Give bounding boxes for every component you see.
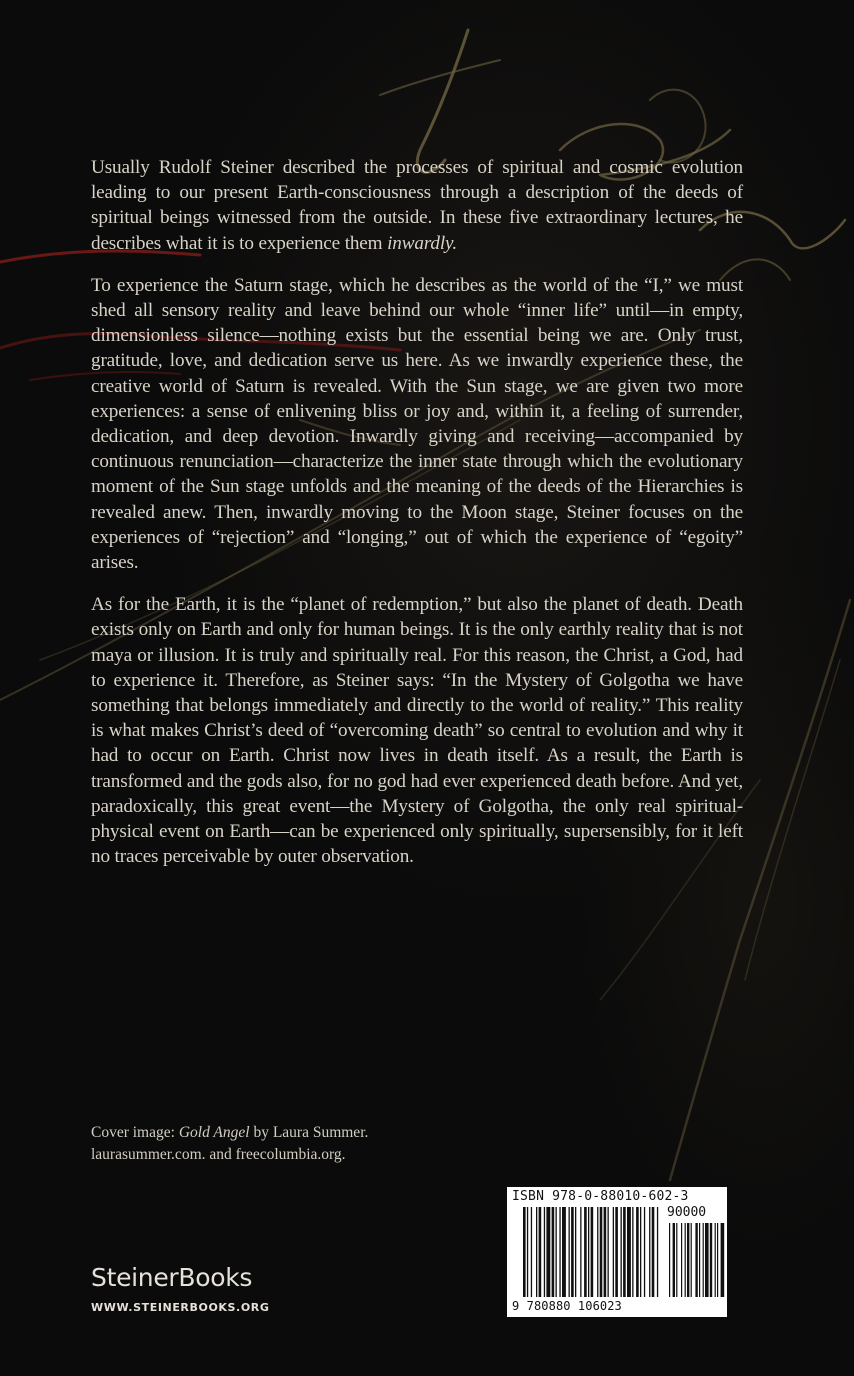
back-cover-blurb (91, 155, 743, 886)
barcode-bar (523, 1207, 526, 1297)
barcode-bar (604, 1207, 607, 1297)
barcode-bar (640, 1207, 641, 1297)
barcode-addon-bar (717, 1223, 718, 1297)
barcode-addon-bar (691, 1223, 692, 1297)
barcode-bar (575, 1207, 576, 1297)
barcode-bar (632, 1207, 633, 1297)
price-code: 90000 (667, 1205, 707, 1220)
barcode-addon-bar (687, 1223, 689, 1297)
barcode-bar (600, 1207, 603, 1297)
credit-artwork-title: Gold Angel (178, 1124, 250, 1141)
barcode-bar (588, 1207, 589, 1297)
barcode-addon-bar (703, 1223, 704, 1297)
blurb-paragraph-2: To experience the Saturn stage, which he describes as the world of the “I,” we must shed all sensory reality and leave behind our whole “inner life” until—in empty, dimensionless silence—nothing exists but the essential being we are. Only trust, gratitude, love, and dedication serve us here. As we inwardly experience these, the creative world of Saturn is revealed. With the Sun stage, we are given two more experiences: a sense of enlivening bliss or joy and, within it, a feeling of surrender, dedication, and deep devotion. Inwardly giving and receiving—accompanied by continuous renunciation—characterize the inner state through which the evolutionary moment of the Sun stage unfolds and the meaning of the deeds of the Hierarchies is revealed anew. Then, inwardly moving to the Moon stage, Steiner focuses on the experiences of “rejection” and “longing,” out of which the experience of “egoity” arises. (91, 274, 743, 574)
barcode-bar (546, 1207, 550, 1297)
blurb-emphasis-inwardly: inwardly. (387, 232, 458, 254)
barcode-bar (644, 1207, 645, 1297)
barcode-bar (649, 1207, 650, 1297)
ean-digits: 9 780880 106023 (512, 1299, 622, 1313)
publisher-block (91, 1263, 269, 1314)
cover-image-credit (91, 1122, 491, 1166)
barcode-bar (539, 1207, 542, 1297)
barcode-addon-bar (721, 1223, 725, 1297)
barcode-bar (552, 1207, 555, 1297)
barcode-bar (559, 1207, 560, 1297)
barcode-addon-bar (673, 1223, 675, 1297)
barcode-addon-bar (695, 1223, 697, 1297)
barcode-addon-bar (710, 1223, 712, 1297)
barcode-addon-bar (705, 1223, 709, 1297)
barcode-bar (597, 1207, 598, 1297)
barcode-bar (527, 1207, 528, 1297)
barcode-bar (621, 1207, 622, 1297)
barcode-addon-bar (685, 1223, 686, 1297)
publisher-logo-name: SteinerBooks (91, 1263, 253, 1292)
barcode-addon-bar (676, 1223, 677, 1297)
barcode-bar (623, 1207, 626, 1297)
barcode-bar (536, 1207, 537, 1297)
blurb-paragraph-1-text: Usually Rudolf Steiner described the processes of spiritual and cosmic evolution leading to our present Earth-consciousness through a description of the deeds of spiritual beings witnessed from the outside. In these five extraordinary lectures, he describes what it is to experience them (91, 157, 743, 254)
barcode-bar (562, 1207, 566, 1297)
credit-line-2: laurasummer.com. and freecolumbia.org. (91, 1146, 346, 1163)
barcode-bar (636, 1207, 639, 1297)
barcode-bar (556, 1207, 557, 1297)
barcode-addon-bar (669, 1223, 670, 1297)
barcode-bar (591, 1207, 594, 1297)
barcode-bar (608, 1207, 609, 1297)
credit-prefix: Cover image: (91, 1124, 179, 1141)
barcode-bar (571, 1207, 574, 1297)
barcode-addon-bar (715, 1223, 716, 1297)
barcode-bar (657, 1207, 658, 1297)
barcode-addon-bar (681, 1223, 682, 1297)
barcode-bar (627, 1207, 631, 1297)
barcode-addon-bar (699, 1223, 700, 1297)
barcode-bar (580, 1207, 581, 1297)
barcode-bar (615, 1207, 618, 1297)
barcode-bar (569, 1207, 570, 1297)
barcode-bar (652, 1207, 655, 1297)
barcode-bar (531, 1207, 532, 1297)
credit-suffix: by Laura Summer. (249, 1124, 369, 1141)
barcode-bar (544, 1207, 545, 1297)
isbn-barcode (507, 1187, 727, 1317)
blurb-paragraph-1 (91, 155, 743, 256)
barcode-bar (584, 1207, 587, 1297)
credit-line-1 (91, 1122, 491, 1144)
barcode-bar (613, 1207, 614, 1297)
blurb-paragraph-3: As for the Earth, it is the “planet of redemption,” but also the planet of death. Death exists only on Earth and only for human beings. It is the only earthly reality that is not maya or illusion. It is truly and spiritually real. For this reason, the Christ, a God, had to experience it. Therefore, as Steiner says: “In the Mystery of Golgotha we have something that belongs immediately and directly to the world of reality.” This reality is what makes Christ’s deed of “overcoming death” so central to evolution and why it had to occur on Earth. Christ now lives in death itself. As a result, the Earth is transformed and the gods also, for no god had ever experienced death before. And yet, paradoxically, this great event—the Mystery of Golgotha, the only real spiritual-physical event on Earth—can be experienced only spiritually, supersensibly, for it left no traces perceivable by outer observation. (91, 594, 743, 868)
publisher-url: WWW.STEINERBOOKS.ORG (91, 1301, 270, 1314)
isbn-number: ISBN 978-0-88010-602-3 (512, 1189, 689, 1204)
